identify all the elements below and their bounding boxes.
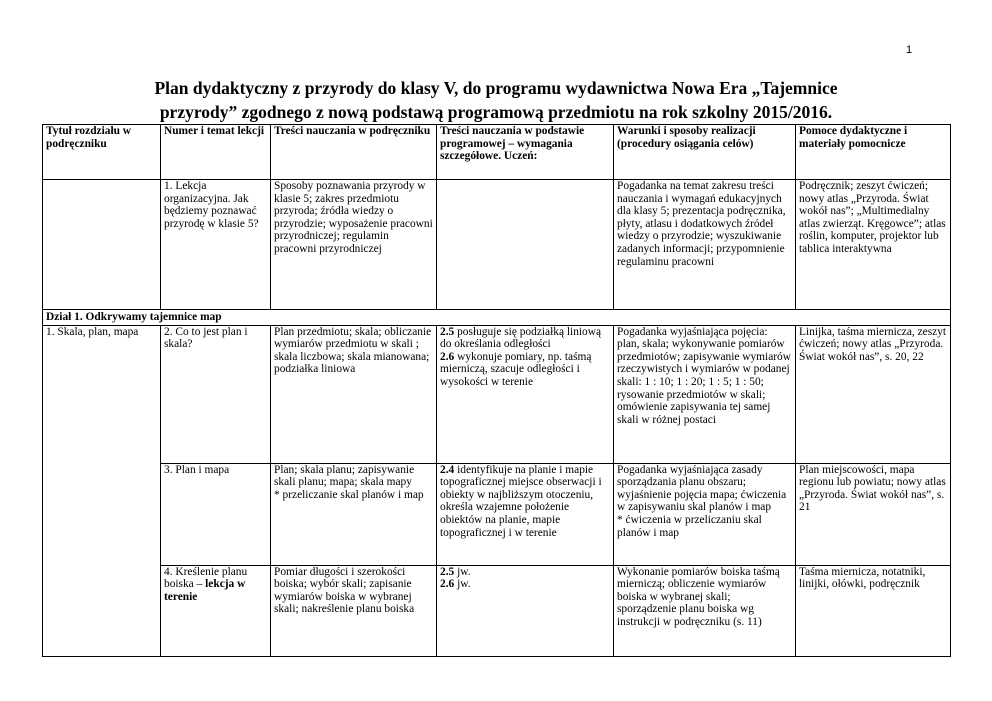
header-curriculum-requirements: Treści nauczania w podstawie programowej – wymagania szczegółowe. Uczeń: <box>437 125 614 180</box>
header-chapter-title: Tytuł rozdziału w podręczniku <box>43 125 161 180</box>
lesson-text: 4. Kreślenie planu boiska – <box>164 565 248 591</box>
cell-textbook-content: Sposoby poznawania przyrody w klasie 5; zakres przedmiotu przyroda; źródła wiedzy o przyrodzie; wyposażenie pracowni przyrodniczej; regulamin pracowni przyrodniczej <box>271 180 437 310</box>
cell-requirements <box>437 565 614 656</box>
requirement-text: jw. <box>454 578 471 591</box>
cell-lesson: 3. Plan i mapa <box>161 463 271 565</box>
requirement-item <box>440 464 610 540</box>
cell-methods: Pogadanka na temat zakresu treści nauczania i wymagań edukacyjnych dla klasy 5; prezentacja podręcznika, płyty, atlasu i dodatkowych źródeł wiedzy o przyrodzie; wyszukiwanie zadanych informacji; przypomnienie regulaminu pracowni <box>614 180 796 310</box>
section-title: Dział 1. Odkrywamy tajemnice map <box>43 310 951 326</box>
cell-lesson: 1. Lekcja organizacyjna. Jak będziemy poznawać przyrodę w klasie 5? <box>161 180 271 310</box>
requirement-item <box>440 578 610 591</box>
header-lesson-topic: Numer i temat lekcji <box>161 125 271 180</box>
cell-requirements <box>437 463 614 565</box>
lesson-field-note: lekcja w terenie <box>164 578 246 603</box>
requirement-number: 2.4 <box>440 463 455 476</box>
methods-text: Pogadanka wyjaśniająca zasady sporządzania planu obszaru; wyjaśnienie pojęcia mapa; ćwiczenia w zapisywaniu skal planów i map <box>617 463 787 514</box>
requirement-item <box>440 566 610 579</box>
requirement-number: 2.5 <box>440 325 455 338</box>
requirement-item <box>440 326 610 351</box>
cell-methods <box>614 463 796 565</box>
page-number: 1 <box>906 44 913 56</box>
cell-aids: Taśma miernicza, notatniki, linijki, ołówki, podręcznik <box>796 565 951 656</box>
table-row <box>43 180 951 310</box>
requirement-text: jw. <box>454 565 471 578</box>
content-text: Plan; skala planu; zapisywanie skali planu; mapa; skala mapy <box>274 463 415 489</box>
cell-textbook-content <box>271 463 437 565</box>
header-implementation-methods: Warunki i sposoby realizacji (procedury osiągania celów) <box>614 125 796 180</box>
cell-methods: Pogadanka wyjaśniająca pojęcia: plan, skala; wykonywanie pomiarów przedmiotów; zapisywanie wymiarów rzeczywistych i wymiarów w podanej skali: 1 : 10; 1 : 20; 1 : 5; 1 : 50; rysowanie przedmiotów w skali; omówienie zapisywania tej samej skali w różnej postaci <box>614 325 796 463</box>
cell-requirements <box>437 180 614 310</box>
lesson-plan-table <box>42 124 951 657</box>
requirement-number: 2.6 <box>440 578 455 591</box>
cell-textbook-content: Plan przedmiotu; skala; obliczanie wymiarów przedmiotu w skali ; skala liczbowa; skala mianowana; podziałka liniowa <box>271 325 437 463</box>
cell-lesson: 2. Co to jest plan i skala? <box>161 325 271 463</box>
requirement-number: 2.5 <box>440 565 455 578</box>
cell-methods: Wykonanie pomiarów boiska taśmą mierniczą; obliczenie wymiarów boiska w wybranej skali; sporządzenie planu boiska wg instrukcji w podręczniku (s. 11) <box>614 565 796 656</box>
requirement-number: 2.6 <box>440 350 455 363</box>
cell-chapter <box>43 180 161 310</box>
section-row <box>43 310 951 326</box>
table-row <box>43 565 951 656</box>
title-line-1: Plan dydaktyczny z przyrody do klasy V, do programu wydawnictwa Nowa Era „Tajemnice <box>154 78 838 98</box>
requirement-text: posługuje się podziałką liniową do określania odległości <box>440 325 602 351</box>
cell-chapter: 1. Skala, plan, mapa <box>43 325 161 656</box>
header-textbook-content: Treści nauczania w podręczniku <box>271 125 437 180</box>
cell-aids: Podręcznik; zeszyt ćwiczeń; nowy atlas „Przyroda. Świat wokół nas”; „Multimedialny atlas zwierząt. Kręgowce”; atlas roślin, komputer, projektor lub tablica interaktywna <box>796 180 951 310</box>
cell-textbook-content: Pomiar długości i szerokości boiska; wybór skali; zapisanie wymiarów boiska w wybranej skali; nakreślenie planu boiska <box>271 565 437 656</box>
table-row <box>43 463 951 565</box>
table-header-row <box>43 125 951 180</box>
cell-aids: Plan miejscowości, mapa regionu lub powiatu; nowy atlas „Przyroda. Świat wokół nas”, s. 21 <box>796 463 951 565</box>
cell-requirements <box>437 325 614 463</box>
cell-lesson <box>161 565 271 656</box>
document-title <box>40 76 952 124</box>
table-row <box>43 325 951 463</box>
content-extended: * przeliczanie skal planów i map <box>274 488 424 501</box>
title-line-2: przyrody” zgodnego z nową podstawą programową przedmiotu na rok szkolny 2015/2016. <box>159 102 833 122</box>
header-teaching-aids: Pomoce dydaktyczne i materiały pomocnicze <box>796 125 951 180</box>
methods-extended: * ćwiczenia w przeliczaniu skal planów i map <box>617 513 762 539</box>
requirement-item <box>440 351 610 389</box>
cell-aids: Linijka, taśma miernicza, zeszyt ćwiczeń; nowy atlas „Przyroda. Świat wokół nas”, s. 20, 22 <box>796 325 951 463</box>
requirement-text: identyfikuje na planie i mapie topograficznej miejsce obserwacji i obiekty w najbliższym otoczeniu, określa wzajemne położenie obiektów na planie, mapie topograficznej i w terenie <box>440 463 602 539</box>
requirement-text: wykonuje pomiary, np. taśmą mierniczą, szacuje odległości i wysokości w terenie <box>440 350 592 388</box>
